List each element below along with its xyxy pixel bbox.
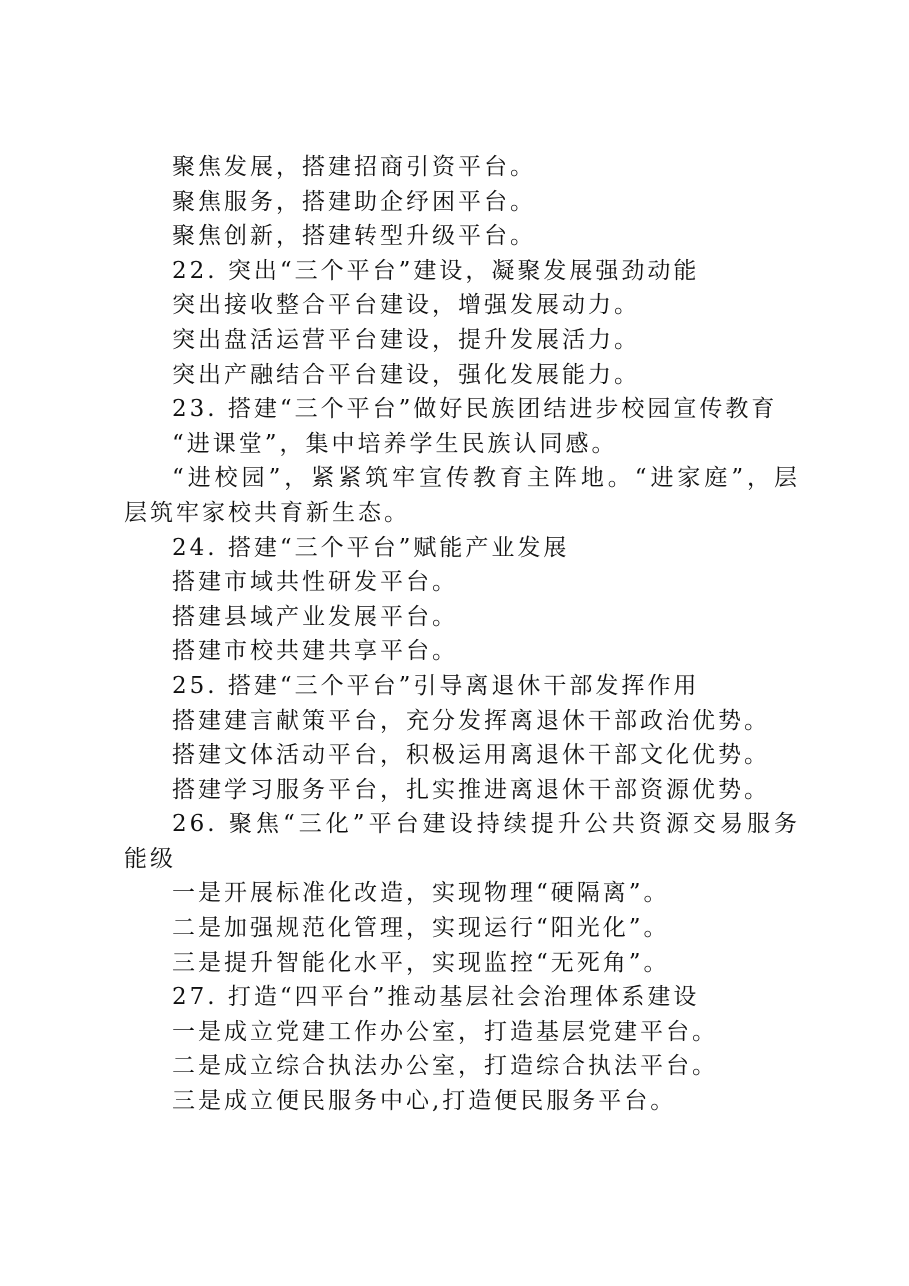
- section-heading-25: 25. 搭建“三个平台”引导离退休干部发挥作用: [172, 672, 700, 699]
- section-heading-24: 24. 搭建“三个平台”赋能产业发展: [172, 534, 570, 561]
- section-heading-27: 27. 打造“四平台”推动基层社会治理体系建设: [172, 984, 700, 1011]
- paragraph: 一是开展标准化改造，实现物理“硬隔离”。: [172, 880, 670, 907]
- paragraph: 搭建学习服务平台，扎实推进离退休干部资源优势。: [172, 776, 770, 803]
- section-heading-22: 22. 突出“三个平台”建设，凝聚发展强劲动能: [172, 257, 700, 284]
- paragraph: 聚焦服务，搭建助企纾困平台。: [172, 188, 536, 215]
- paragraph: “进校园”，紧紧筑牢宣传教育主阵地。“进家庭”，层层筑牢家校共育新生态。: [124, 465, 800, 526]
- paragraph: 突出盘活运营平台建设，提升发展活力。: [172, 326, 640, 353]
- paragraph: 搭建县域产业发展平台。: [172, 603, 458, 630]
- paragraph: 突出产融结合平台建设，强化发展能力。: [172, 361, 640, 388]
- paragraph: 突出接收整合平台建设，增强发展动力。: [172, 292, 640, 319]
- paragraph: 聚焦创新，搭建转型升级平台。: [172, 223, 536, 250]
- paragraph: 三是提升智能化水平，实现监控“无死角”。: [172, 949, 670, 976]
- paragraph: 搭建市校共建共享平台。: [172, 638, 458, 665]
- paragraph: 三是成立便民服务中心,打造便民服务平台。: [172, 1088, 677, 1115]
- section-heading-23: 23. 搭建“三个平台”做好民族团结进步校园宣传教育: [172, 396, 778, 423]
- paragraph: 聚焦发展，搭建招商引资平台。: [172, 154, 536, 180]
- paragraph: 二是加强规范化管理，实现运行“阳光化”。: [172, 915, 670, 942]
- document-body: [124, 150, 800, 1119]
- section-heading-26: 26. 聚焦“三化”平台建设持续提升公共资源交易服务能级: [124, 811, 800, 872]
- paragraph: “进课堂”，集中培养学生民族认同感。: [172, 430, 618, 457]
- paragraph: 一是成立党建工作办公室，打造基层党建平台。: [172, 1018, 718, 1045]
- paragraph: 搭建市域共性研发平台。: [172, 569, 458, 596]
- paragraph: 搭建文体活动平台，积极运用离退休干部文化优势。: [172, 742, 770, 769]
- paragraph: 二是成立综合执法办公室，打造综合执法平台。: [172, 1053, 718, 1080]
- paragraph: 搭建建言献策平台，充分发挥离退休干部政治优势。: [172, 707, 770, 734]
